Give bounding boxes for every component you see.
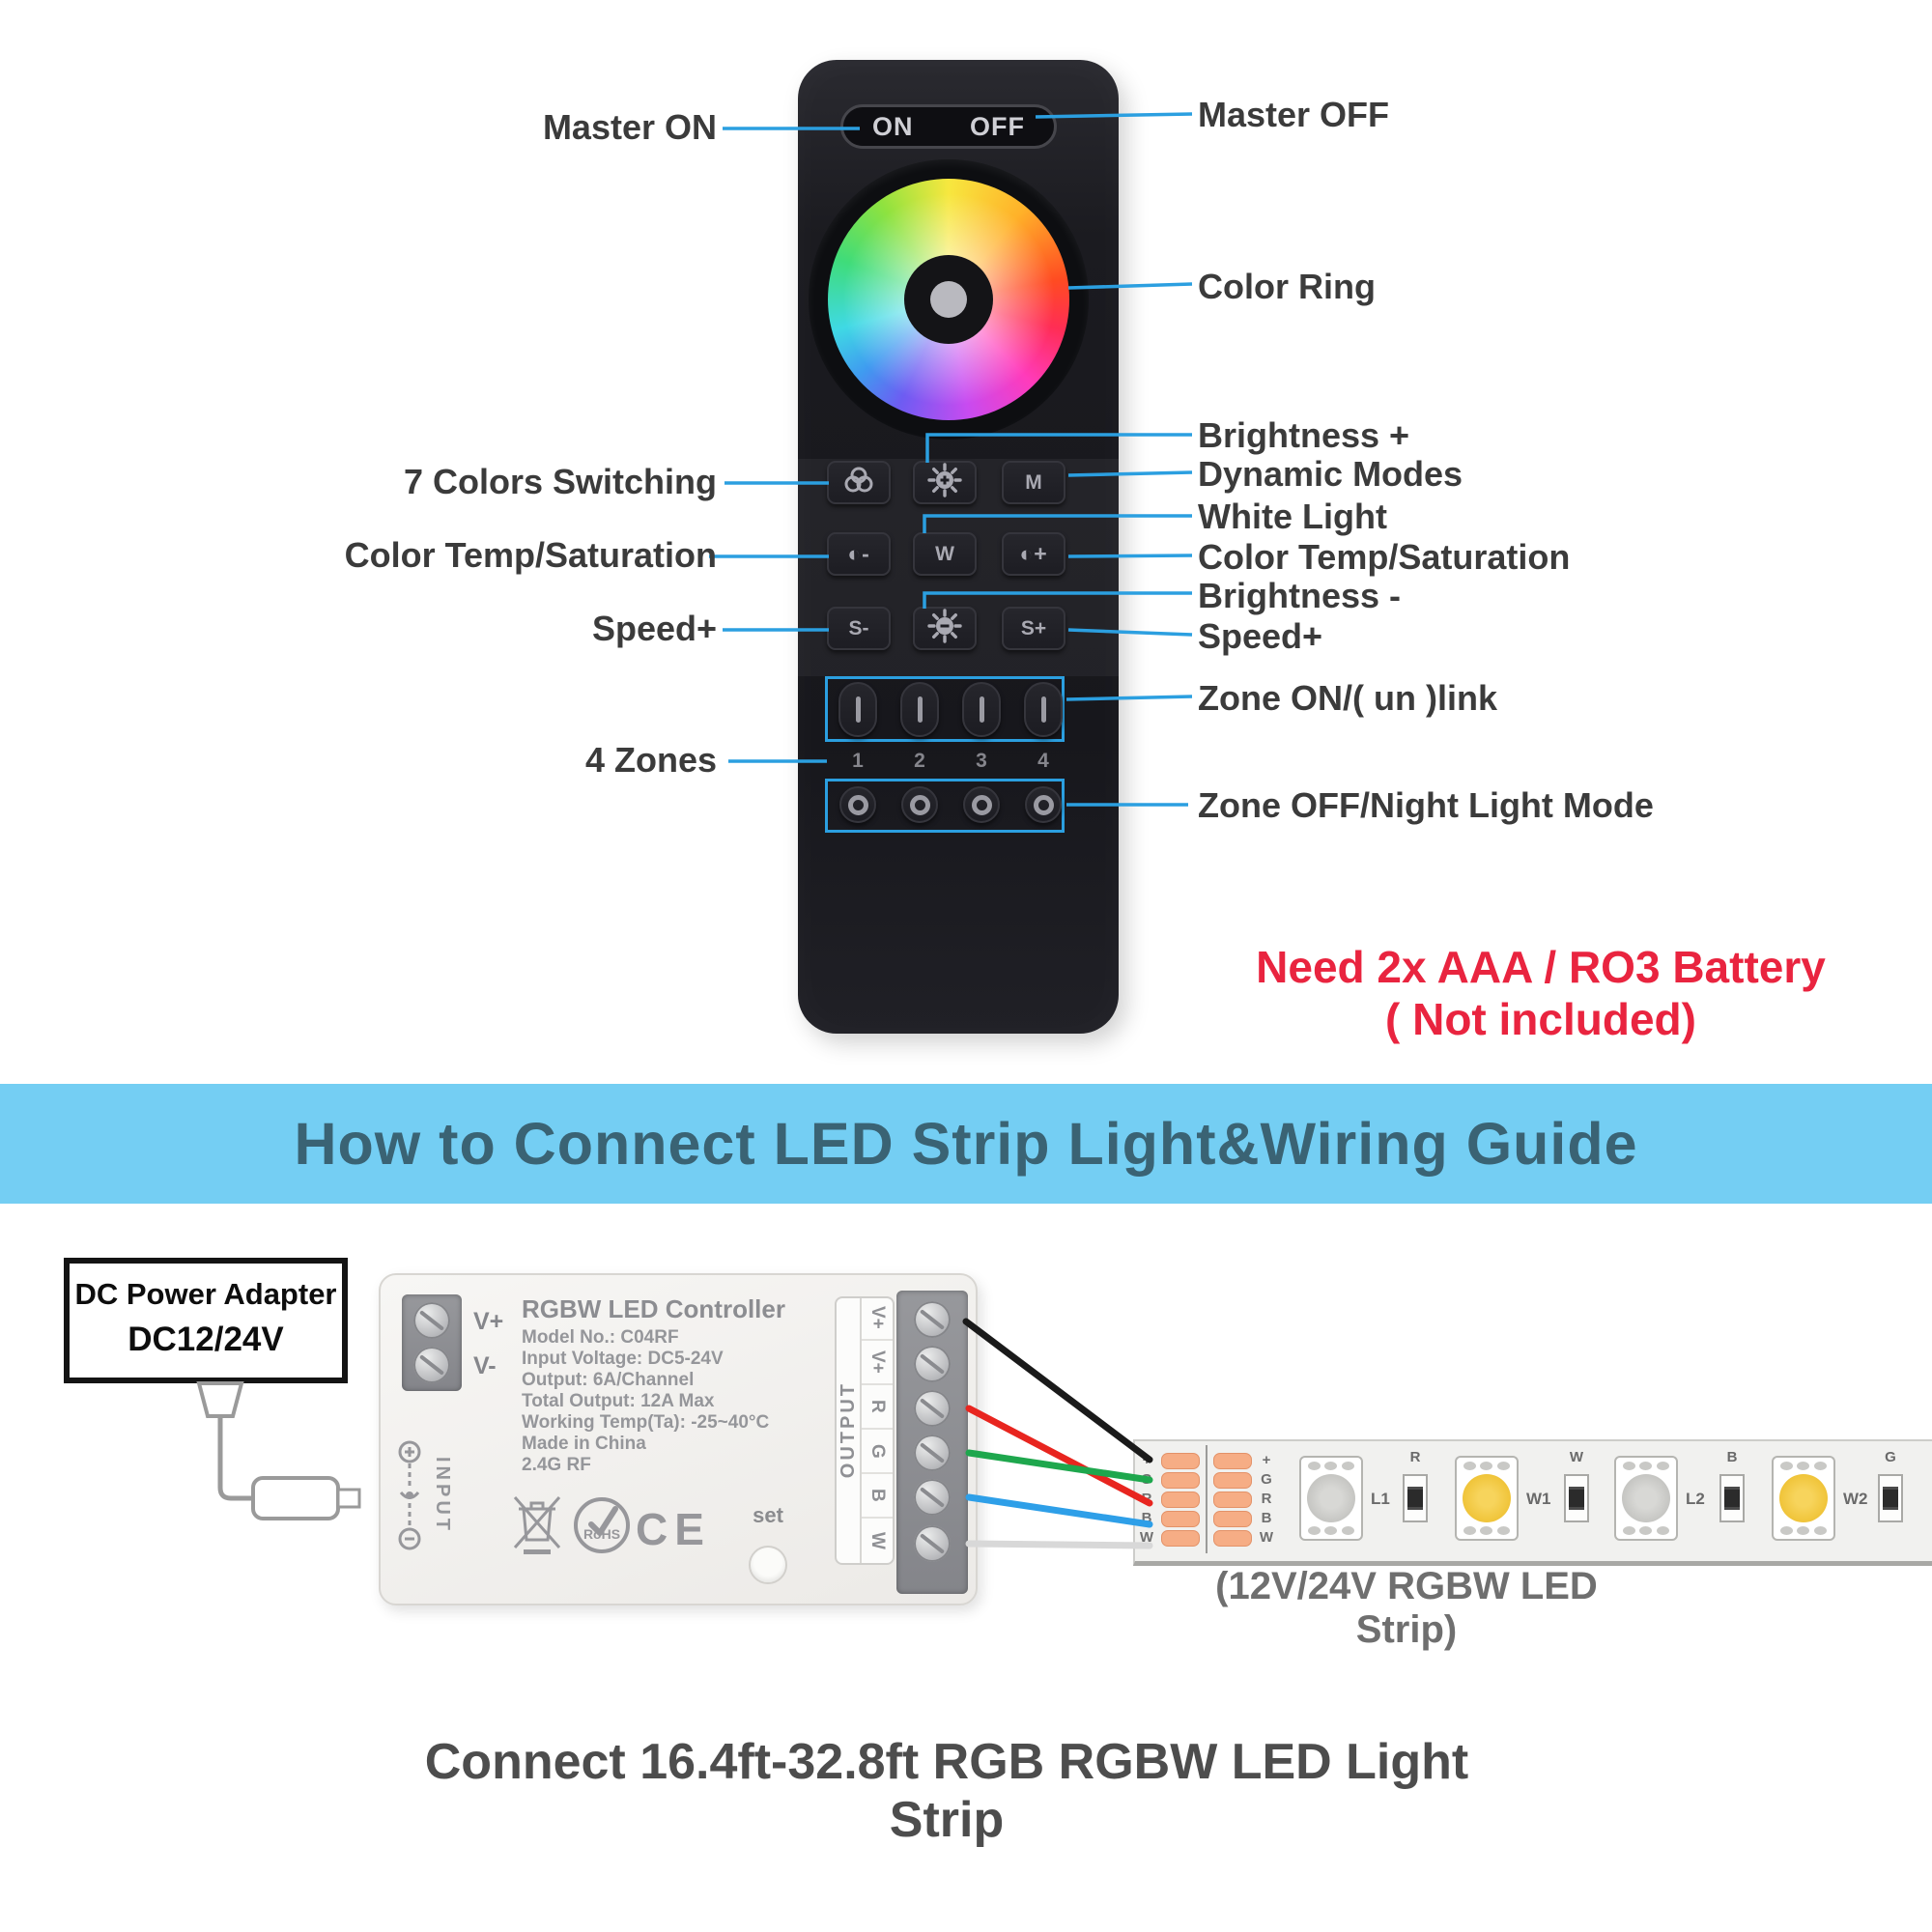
adapter-label-line2: DC12/24V xyxy=(128,1321,284,1358)
callout-color-temp-right: Color Temp/Saturation xyxy=(1198,537,1571,577)
solder-pad xyxy=(1213,1511,1252,1527)
white-light-button-label: W xyxy=(935,542,954,565)
resistor-w xyxy=(1564,1474,1589,1522)
dc-power-adapter-box xyxy=(64,1258,348,1383)
callout-master-off: Master OFF xyxy=(1198,95,1390,134)
rohs-check-icon xyxy=(572,1495,632,1555)
spec-output: Output: 6A/Channel xyxy=(522,1370,695,1390)
footer-title: Connect 16.4ft-32.8ft RGB RGBW LED Light Strip xyxy=(424,1734,1469,1848)
master-on-button: ON xyxy=(872,111,914,141)
pad-label: B xyxy=(1141,1510,1152,1526)
speed-minus-button-label: S- xyxy=(848,616,869,639)
zone-2-number: 2 xyxy=(914,750,925,772)
contrast-plus-icon: ◐+ xyxy=(1019,541,1048,566)
spec-made-in: Made in China xyxy=(522,1434,646,1454)
callout-speed-right: Speed+ xyxy=(1198,616,1323,656)
resistor-r xyxy=(1403,1474,1428,1522)
resistor-label-r: R xyxy=(1409,1449,1421,1465)
led-chip-w2 xyxy=(1772,1456,1835,1541)
solder-pad xyxy=(1213,1472,1252,1489)
solder-pad xyxy=(1213,1530,1252,1547)
contrast-minus-icon: ◐- xyxy=(847,541,870,566)
output-screw-5 xyxy=(914,1479,951,1516)
resistor-label-g: G xyxy=(1885,1449,1896,1465)
dynamic-modes-button xyxy=(1002,461,1065,504)
zone-bar-icon xyxy=(856,696,861,723)
pad-label: B xyxy=(1261,1510,1272,1526)
spec-total-output: Total Output: 12A Max xyxy=(522,1391,715,1411)
channel-v-plus-2: V+ xyxy=(867,1350,888,1374)
adapter-label-line1: DC Power Adapter xyxy=(74,1277,337,1311)
input-v-minus-label: V- xyxy=(473,1352,497,1379)
zone-1-on-button xyxy=(838,682,877,737)
dc-plug-drawing xyxy=(199,1383,359,1519)
channel-v-plus-1: V+ xyxy=(867,1306,888,1329)
solder-pad xyxy=(1161,1453,1200,1469)
brightness-minus-icon xyxy=(927,609,962,649)
zone-4-off-button xyxy=(1025,786,1062,823)
pad-label: W xyxy=(1259,1529,1274,1546)
zone-bar-icon xyxy=(980,696,984,723)
set-button-label: set xyxy=(753,1503,783,1527)
pad-label: R xyxy=(1141,1491,1152,1507)
power-button-group xyxy=(840,104,1057,149)
pad-label: + xyxy=(1142,1452,1151,1468)
spec-input-voltage: Input Voltage: DC5-24V xyxy=(522,1349,724,1369)
wire-blue xyxy=(969,1497,1150,1524)
battery-note-line2: ( Not included) xyxy=(1385,994,1696,1044)
zone-3-off-button xyxy=(963,786,1000,823)
pad-label: R xyxy=(1261,1491,1272,1507)
chip-label-l2: L2 xyxy=(1686,1490,1705,1508)
color-temp-plus-button xyxy=(1002,532,1065,576)
section-banner xyxy=(0,1084,1932,1204)
callout-color-ring: Color Ring xyxy=(1198,267,1376,306)
spec-model: Model No.: C04RF xyxy=(522,1327,679,1348)
zone-1-off-button xyxy=(839,786,876,823)
solder-pad xyxy=(1213,1453,1252,1469)
wire-v-plus xyxy=(966,1321,1150,1460)
callout-speed-left: Speed+ xyxy=(591,609,717,648)
strip-segment-divider xyxy=(1206,1445,1208,1553)
output-screw-2 xyxy=(914,1346,951,1382)
ring-dot-icon xyxy=(848,795,868,815)
ring-dot-icon xyxy=(972,795,992,815)
speed-plus-button-label: S+ xyxy=(1020,616,1047,639)
speed-minus-button xyxy=(827,607,891,650)
zone-2-off-button xyxy=(901,786,938,823)
solder-pad xyxy=(1213,1492,1252,1508)
remote-control xyxy=(798,60,1119,1034)
callout-white-light: White Light xyxy=(1198,497,1387,536)
ring-dot-icon xyxy=(910,795,930,815)
output-screw-4 xyxy=(914,1435,951,1471)
speed-plus-button xyxy=(1002,607,1065,650)
warm-led-die xyxy=(1463,1474,1511,1522)
solder-pad xyxy=(1161,1511,1200,1527)
callout-zone-on: Zone ON/( un )link xyxy=(1198,678,1497,718)
battery-note-line1: Need 2x AAA / RO3 Battery xyxy=(1256,942,1826,992)
spec-working-temp: Working Temp(Ta): -25~40°C xyxy=(522,1412,770,1433)
strip-caption: (12V/24V RGBW LED Strip) xyxy=(1215,1565,1598,1651)
callout-zone-off: Zone OFF/Night Light Mode xyxy=(1198,785,1654,825)
color-wheel-icon xyxy=(842,466,875,500)
zone-4-number: 4 xyxy=(1037,750,1049,772)
led-chip-l1 xyxy=(1299,1456,1363,1541)
polarity-icon xyxy=(388,1439,431,1551)
zone-bar-icon xyxy=(918,696,923,723)
wire-white xyxy=(969,1544,1150,1546)
output-screw-3 xyxy=(914,1390,951,1427)
callout-master-on: Master ON xyxy=(542,107,717,147)
pad-label: G xyxy=(1261,1471,1272,1488)
master-off-button: OFF xyxy=(970,111,1025,141)
chip-label-w1: W1 xyxy=(1526,1490,1551,1508)
output-screw-1 xyxy=(914,1301,951,1338)
output-wires xyxy=(966,1321,1150,1546)
zone-1-number: 1 xyxy=(852,750,864,772)
channel-b: B xyxy=(867,1489,888,1502)
spec-rf: 2.4G RF xyxy=(522,1455,591,1475)
color-temp-minus-button xyxy=(827,532,891,576)
pad-label: G xyxy=(1141,1471,1152,1488)
wire-green xyxy=(969,1453,1150,1480)
input-screw-v-minus xyxy=(413,1347,450,1383)
channel-r: R xyxy=(867,1400,888,1413)
output-label: OUTPUT xyxy=(837,1380,859,1479)
resistor-g xyxy=(1878,1474,1903,1522)
ce-mark: CE xyxy=(636,1504,711,1554)
banner-title: How to Connect LED Strip Light&Wiring Guide xyxy=(294,1111,1638,1177)
pad-label: W xyxy=(1139,1529,1154,1546)
input-screw-v-plus xyxy=(413,1302,450,1339)
channel-w: W xyxy=(867,1532,888,1549)
callout-brightness-plus: Brightness + xyxy=(1198,415,1410,455)
wire-red xyxy=(969,1408,1150,1503)
cool-led-die xyxy=(1307,1474,1355,1522)
dynamic-modes-button-label: M xyxy=(1025,470,1042,494)
rohs-label: RoHS xyxy=(582,1526,621,1542)
chip-label-w2: W2 xyxy=(1843,1490,1868,1508)
white-light-button xyxy=(913,532,977,576)
resistor-label-b: B xyxy=(1726,1449,1738,1465)
callout-seven-colors: 7 Colors Switching xyxy=(403,462,717,501)
callout-dynamic-modes: Dynamic Modes xyxy=(1198,454,1463,494)
callout-color-temp-left: Color Temp/Saturation xyxy=(344,535,717,575)
led-chip-l2 xyxy=(1614,1456,1678,1541)
battery-note xyxy=(1246,941,1835,1045)
channel-g: G xyxy=(867,1443,888,1459)
cool-led-die xyxy=(1622,1474,1670,1522)
seven-colors-button xyxy=(827,461,891,504)
set-button xyxy=(749,1546,787,1584)
callout-brightness-minus: Brightness - xyxy=(1198,576,1402,615)
solder-pad xyxy=(1161,1472,1200,1489)
zone-bar-icon xyxy=(1041,696,1046,723)
warm-led-die xyxy=(1779,1474,1828,1522)
zone-4-on-button xyxy=(1024,682,1063,737)
input-label: INPUT xyxy=(432,1457,453,1534)
controller-title: RGBW LED Controller xyxy=(522,1294,785,1323)
zone-2-on-button xyxy=(900,682,939,737)
chip-label-l1: L1 xyxy=(1371,1490,1390,1508)
zone-3-on-button xyxy=(962,682,1001,737)
led-strip xyxy=(1133,1439,1932,1566)
brightness-plus-icon xyxy=(927,463,962,503)
callout-four-zones: 4 Zones xyxy=(584,740,717,780)
resistor-label-w: W xyxy=(1569,1449,1584,1465)
brightness-minus-button xyxy=(913,607,977,650)
led-chip-w1 xyxy=(1455,1456,1519,1541)
ring-dot-icon xyxy=(1034,795,1054,815)
input-v-plus-label: V+ xyxy=(473,1308,504,1335)
solder-pad xyxy=(1161,1492,1200,1508)
color-ring-center-dot xyxy=(930,281,967,318)
output-screw-6 xyxy=(914,1525,951,1562)
pad-label: + xyxy=(1262,1452,1271,1468)
zone-3-number: 3 xyxy=(976,750,987,772)
resistor-b xyxy=(1719,1474,1745,1522)
weee-bin-icon xyxy=(512,1490,562,1557)
solder-pad xyxy=(1161,1530,1200,1547)
brightness-plus-button xyxy=(913,461,977,504)
